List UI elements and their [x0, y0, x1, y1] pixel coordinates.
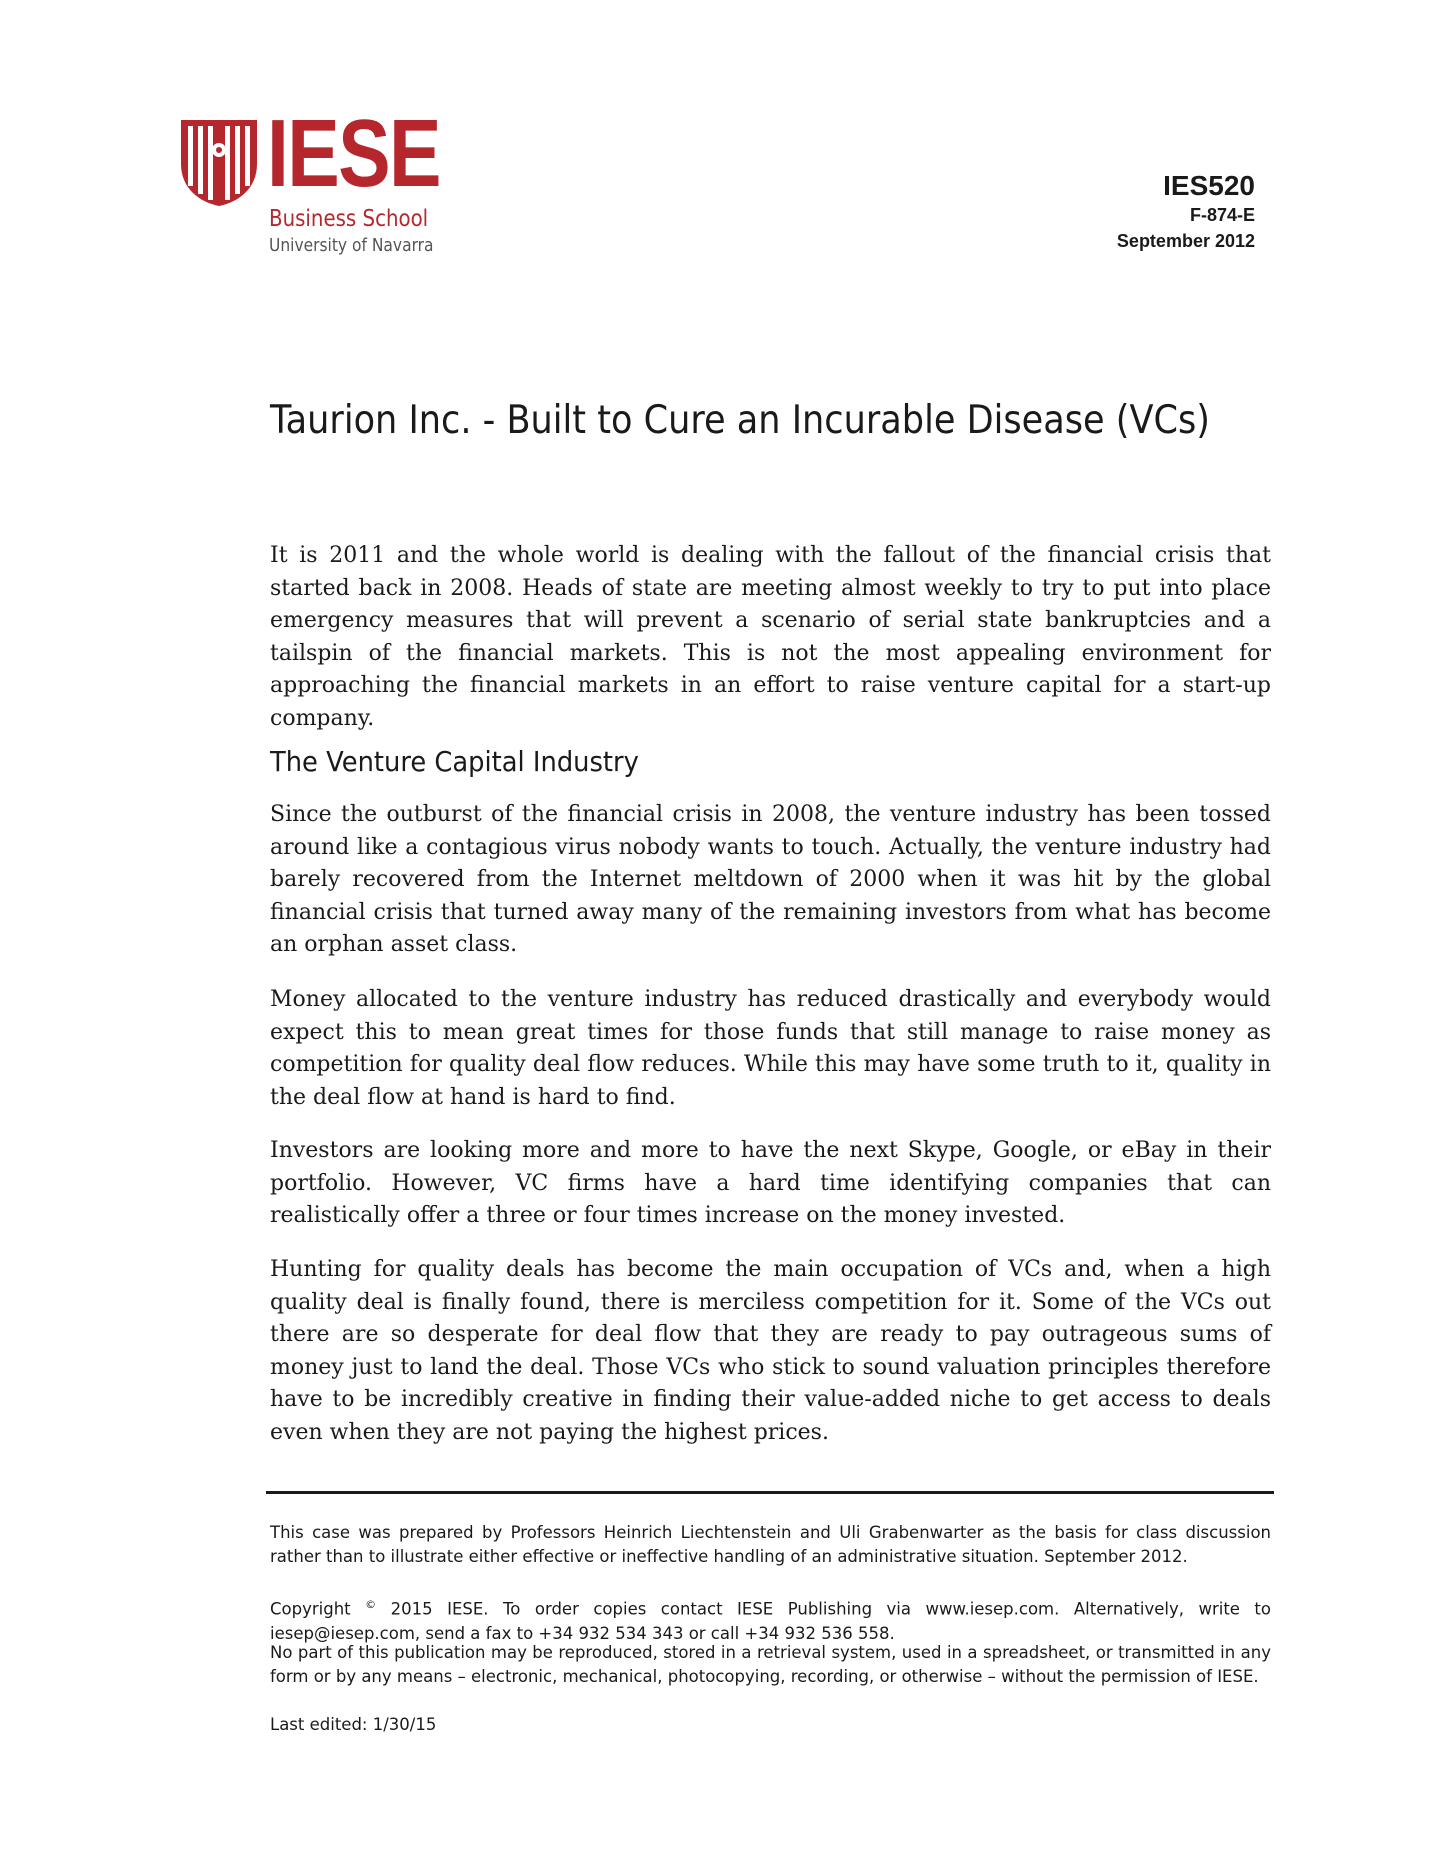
section-paragraph-3: Investors are looking more and more to have the next Skype, Google, or eBay in their portfolio. However, VC firms have a hard time identifying companies that can realistically offer a three or four times increase on the money invested. — [270, 1138, 1271, 1228]
logo-wordmark: IESE — [267, 100, 440, 207]
footer-divider — [266, 1491, 1274, 1494]
section-paragraph-4: Hunting for quality deals has become the main occupation of VCs and, when a high quality deal is finally found, there is merciless competition for it. Some of the VCs out there are so desperate for deal flow that they are ready to pay outrageous sums of money just to land the deal. Those VCs who stick to sound valuation principles therefore have to be incredibly creative in finding their value-added niche to get access to deals even when they are not paying the highest prices. — [270, 1257, 1271, 1445]
copyright-contact: 2015 IESE. To order copies contact IESE Publishing via www.iesep.com. Alternatively, write to iesep@iesep.com, send a fax to +34 932 534 343 or call +34 932 536 558. — [270, 1599, 1272, 1643]
iese-shield-icon — [181, 120, 257, 206]
intro-paragraph: It is 2011 and the whole world is dealing with the fallout of the financial crisis that started back in 2008. Heads of state are meeting almost weekly to try to put into place emergency measures that will prevent a scenario of serial state bankruptcies and a tailspin of the financial markets. This is not the most appealing environment for approaching the financial markets in an effort to raise venture capital for a start-up company. — [270, 543, 1271, 731]
footer-prepared-by: This case was prepared by Professors Heinrich Liechtenstein and Uli Grabenwarter as the basis for class discussion rather than to illustrate either effective or ineffective handling of an administrative situation. September 2012. — [270, 1523, 1271, 1566]
copyright-word: Copyright — [270, 1599, 351, 1619]
section-paragraph-2: Money allocated to the venture industry has reduced drastically and everybody would expect this to mean great times for those funds that still manage to raise money as competition for quality deal flow reduces. While this may have some truth to it, quality in the deal flow at hand is hard to find. — [270, 987, 1271, 1110]
iese-logo — [181, 100, 451, 260]
footer-last-edited: Last edited: 1/30/15 — [270, 1715, 437, 1734]
section-paragraph-1: Since the outburst of the financial crisis in 2008, the venture industry has been tossed around like a contagious virus nobody wants to touch. Actually, the venture industry had barely recovered from the Internet meltdown of 2000 when it was hit by the global financial crisis that turned away many of the remaining investors from what has become an orphan asset class. — [270, 802, 1271, 957]
footer-rights: No part of this publication may be reproduced, stored in a retrieval system, used in a spreadsheet, or transmitted in any form or by any means – electronic, mechanical, photocopying, recording, or otherwise – without the permission of IESE. — [270, 1643, 1271, 1686]
case-code: IES520 — [1163, 170, 1255, 201]
reference-block — [1117, 170, 1255, 254]
case-date: September 2012 — [1116, 231, 1255, 251]
section-heading: The Venture Capital Industry — [270, 745, 639, 778]
page-title: Taurion Inc. - Built to Cure an Incurable Disease (VCs) — [270, 398, 1210, 443]
case-number: F-874-E — [1189, 205, 1255, 225]
footer-copyright — [270, 1593, 1271, 1646]
logo-university-name: University of Navarra — [269, 235, 434, 256]
logo-school-name: Business School — [269, 206, 429, 232]
copyright-symbol: © — [365, 1598, 377, 1611]
